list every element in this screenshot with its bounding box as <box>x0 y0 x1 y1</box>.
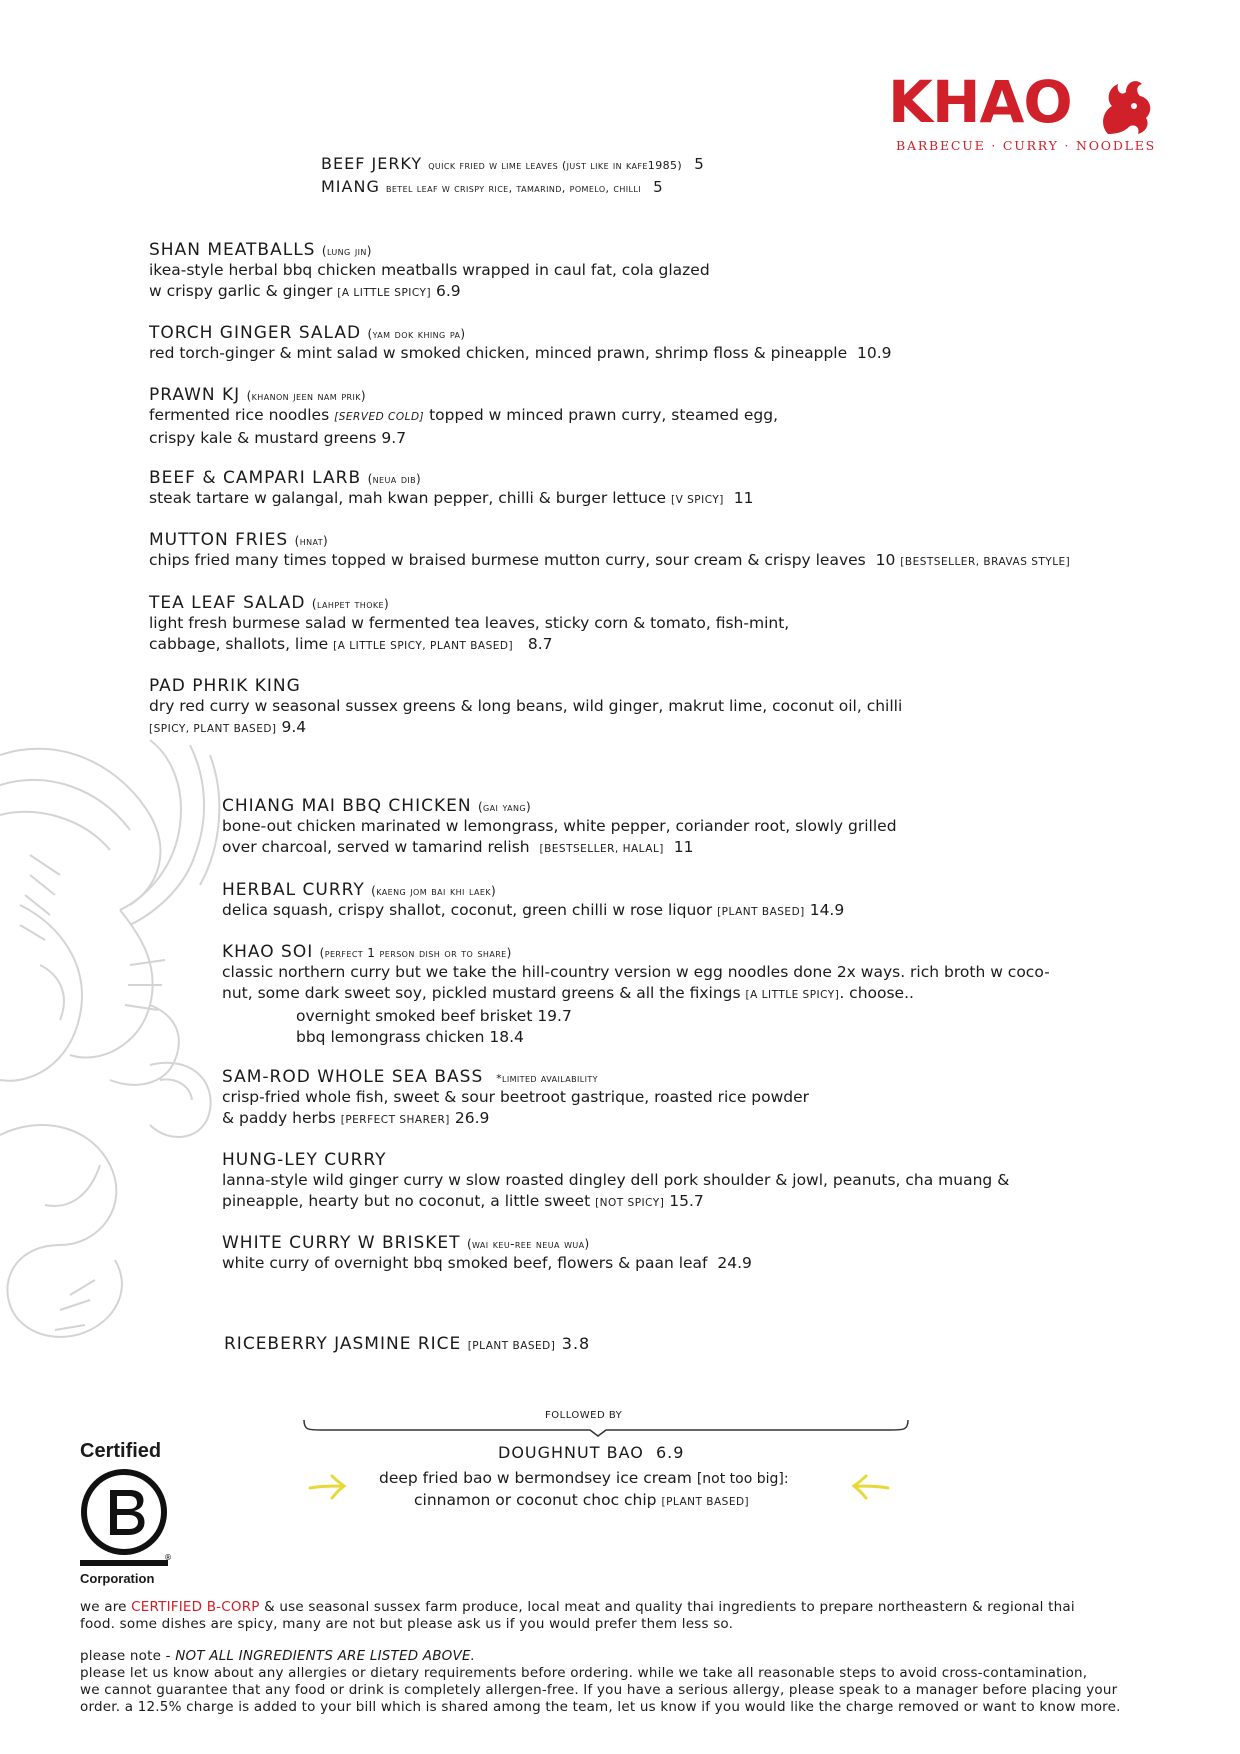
menu-item-chiang-mai-bbq-chicken <box>222 796 897 860</box>
snack-miang <box>321 177 664 196</box>
dessert-desc: cinnamon or coconut choc chip <box>414 1491 657 1509</box>
item-desc: betel leaf w crispy rice, tamarind, pomelo, chilli <box>385 182 641 195</box>
item-desc: cabbage, shallots, lime <box>149 635 329 653</box>
item-sub: (kaeng jom bai khi laek) <box>371 884 497 898</box>
item-desc: steak tartare w galangal, mah kwan pepper, chilli & burger lettuce <box>149 489 667 507</box>
menu-item-beef-campari-larb <box>149 468 753 511</box>
item-name: BEEF JERKY <box>321 154 423 173</box>
item-price: 26.9 <box>454 1109 490 1127</box>
svg-text:®: ® <box>164 1553 172 1562</box>
item-name: WHITE CURRY W BRISKET <box>222 1233 461 1253</box>
bcorp-certified-label: Certified <box>80 1440 162 1462</box>
snack-beef-jerky <box>321 154 705 173</box>
dessert-title <box>498 1443 684 1462</box>
item-tag: [PLANT BASED] <box>467 1340 556 1352</box>
item-tag: [A LITTLE SPICY, PLANT BASED] <box>333 640 514 652</box>
item-name: PRAWN KJ <box>149 385 241 405</box>
item-sub: *limited availability <box>496 1072 598 1085</box>
menu-item-shan-meatballs <box>149 240 710 304</box>
item-name: SAM-ROD WHOLE SEA BASS <box>222 1067 484 1087</box>
item-desc: ikea-style herbal bbq chicken meatballs wrapped in caul fat, cola glazed <box>149 261 710 279</box>
footer-text: please note - <box>80 1648 171 1664</box>
footer-text: we cannot guarantee that any food or drink is completely allergen-free. If you have a serious allergy, please speak to a manager before placing your <box>80 1682 1118 1698</box>
item-price: 9.7 <box>381 429 407 447</box>
item-desc: quick fried w lime leaves (just like in kafe1985) <box>428 159 683 172</box>
item-sub: (khanon jeen nam prik) <box>246 389 366 403</box>
arrow-left-icon <box>850 1472 892 1500</box>
item-desc: chips fried many times topped w braised burmese mutton curry, sour cream & crispy leaves <box>149 551 866 569</box>
item-price: 24.9 <box>717 1254 752 1272</box>
item-tag: [PERFECT SHARER] <box>340 1114 450 1126</box>
footer-text: food. some dishes are spicy, many are not but please ask us if you would prefer them less so. <box>80 1616 734 1632</box>
item-tag: [A LITTLE SPICY] <box>745 989 840 1001</box>
bcorp-link[interactable]: CERTIFIED B-CORP <box>131 1599 260 1615</box>
item-desc: light fresh burmese salad w fermented tea leaves, sticky corn & tomato, fish-mint, <box>149 614 790 632</box>
item-price: 6.9 <box>435 282 461 300</box>
item-tag: [SERVED COLD] <box>334 411 425 423</box>
item-price: 3.8 <box>561 1334 591 1353</box>
item-desc: classic northern curry but we take the hill-country version w egg noodles done 2x ways. rich broth w coco- <box>222 963 1050 981</box>
item-sub: (lung jin) <box>321 244 372 258</box>
item-sub: (perfect 1 person dish or to share) <box>319 946 512 960</box>
item-tag: [BESTSELLER, BRAVAS STYLE] <box>900 556 1071 568</box>
footer-text: & use seasonal sussex farm produce, local meat and quality thai ingredients to prepare northeastern & regional thai <box>264 1599 1075 1615</box>
item-price: 9.4 <box>281 718 307 736</box>
item-desc: pineapple, hearty but no coconut, a little sweet <box>222 1192 591 1210</box>
item-desc: . choose.. <box>839 984 914 1002</box>
footer-paragraph-2 <box>80 1648 1121 1716</box>
item-desc: white curry of overnight bbq smoked beef, flowers & paan leaf <box>222 1254 708 1272</box>
item-price: 15.7 <box>669 1192 704 1210</box>
dragon-logo-icon <box>1096 76 1154 138</box>
item-sub: (yam dok khing pa) <box>367 327 466 341</box>
menu-item-hung-ley-curry <box>222 1150 1009 1214</box>
item-tag: [PLANT BASED] <box>717 906 805 918</box>
dessert-price: 6.9 <box>656 1443 685 1462</box>
logo-wordmark: KHAO <box>888 68 1072 136</box>
item-sub: (lahpet thoke) <box>311 597 390 611</box>
item-desc: & paddy herbs <box>222 1109 336 1127</box>
option-bbq-chicken: bbq lemongrass chicken 18.4 <box>296 1028 524 1046</box>
menu-item-herbal-curry <box>222 880 844 923</box>
dessert-note: [not too big]: <box>696 1471 789 1487</box>
footer-note: NOT ALL INGREDIENTS ARE LISTED ABOVE. <box>175 1648 476 1664</box>
item-sub: (gai yang) <box>477 800 532 814</box>
item-name: CHIANG MAI BBQ CHICKEN <box>222 796 472 816</box>
brace-divider <box>302 1418 910 1438</box>
item-tag: [SPICY, PLANT BASED] <box>149 723 277 735</box>
item-desc: dry red curry w seasonal sussex greens & long beans, wild ginger, makrut lime, coconut oil, chilli <box>149 697 903 715</box>
item-desc: lanna-style wild ginger curry w slow roasted dingley dell pork shoulder & jowl, peanuts, cha muang & <box>222 1171 1010 1189</box>
item-tag: [A LITTLE SPICY] <box>337 287 432 299</box>
item-desc: fermented rice noodles <box>149 406 330 424</box>
item-price: 14.9 <box>809 901 845 919</box>
item-name: MIANG <box>321 177 380 196</box>
dessert-name: DOUGHNUT BAO <box>498 1443 644 1462</box>
menu-item-pad-phrik-king <box>149 676 902 740</box>
item-name: HERBAL CURRY <box>222 880 365 900</box>
item-name: MUTTON FRIES <box>149 530 289 550</box>
item-desc: crispy kale & mustard greens <box>149 429 377 447</box>
item-price: 5 <box>653 178 664 196</box>
item-price: 8.7 <box>527 635 553 653</box>
item-price: 11 <box>673 838 694 856</box>
eagle-serpent-illustration <box>0 735 260 1355</box>
dessert-desc: deep fried bao w bermondsey ice cream <box>379 1469 692 1487</box>
item-desc: bone-out chicken marinated w lemongrass, white pepper, coriander root, slowly grilled <box>222 817 897 835</box>
menu-item-tea-leaf-salad <box>149 593 789 657</box>
item-price: 11 <box>733 489 754 507</box>
item-sub: (wai keu-ree neua wua) <box>466 1237 590 1251</box>
followed-by-label: FOLLOWED BY <box>545 1410 623 1421</box>
dessert-desc-1 <box>379 1469 789 1487</box>
item-name: TEA LEAF SALAD <box>149 593 306 613</box>
menu-item-sea-bass <box>222 1067 809 1131</box>
menu-item-riceberry-rice <box>224 1334 590 1354</box>
item-name: TORCH GINGER SALAD <box>149 323 362 343</box>
footer-text: order. a 12.5% charge is added to your bill which is shared among the team, let us know if you would like the charge removed or want to know more. <box>80 1699 1121 1715</box>
item-name: BEEF & CAMPARI LARB <box>149 468 362 488</box>
option-beef-brisket: overnight smoked beef brisket 19.7 <box>296 1007 572 1025</box>
item-tag: [BESTSELLER, HALAL] <box>539 843 664 855</box>
item-name: RICEBERRY JASMINE RICE <box>224 1334 462 1354</box>
item-desc: nut, some dark sweet soy, pickled mustard greens & all the fixings <box>222 984 741 1002</box>
footer-text: we are <box>80 1599 127 1615</box>
footer-text: please let us know about any allergies or dietary requirements before ordering. while we take all reasonable steps to avoid cross-contamination, <box>80 1665 1088 1681</box>
item-desc: crisp-fried whole fish, sweet & sour beetroot gastrique, roasted rice powder <box>222 1088 810 1106</box>
item-desc: red torch-ginger & mint salad w smoked chicken, minced prawn, shrimp floss & pineapple <box>149 344 848 362</box>
menu-item-mutton-fries <box>149 530 1070 573</box>
item-desc: w crispy garlic & ginger <box>149 282 333 300</box>
item-tag: [V SPICY] <box>671 494 724 506</box>
dessert-tag: [PLANT BASED] <box>661 1496 750 1508</box>
item-desc: topped w minced prawn curry, steamed egg, <box>429 406 779 424</box>
item-sub: (neua dib) <box>367 472 422 486</box>
arrow-right-icon <box>306 1472 348 1500</box>
item-name: SHAN MEATBALLS <box>149 240 316 260</box>
item-tag: [NOT SPICY] <box>595 1197 665 1209</box>
dessert-desc-2 <box>414 1491 749 1509</box>
item-desc: delica squash, crispy shallot, coconut, green chilli w rose liquor <box>222 901 713 919</box>
item-desc: over charcoal, served w tamarind relish <box>222 838 530 856</box>
menu-item-prawn-kj <box>149 385 778 449</box>
menu-item-torch-ginger-salad <box>149 323 892 364</box>
logo-subtitle: BARBECUE · CURRY · NOODLES <box>896 138 1157 153</box>
item-name: PAD PHRIK KING <box>149 676 301 696</box>
menu-item-khao-soi <box>222 942 1050 1048</box>
item-name: HUNG-LEY CURRY <box>222 1150 387 1170</box>
item-price: 5 <box>694 155 705 173</box>
khao-logo <box>888 68 1158 154</box>
bcorp-corporation-label: Corporation <box>80 1571 155 1586</box>
item-price: 10 <box>875 551 896 569</box>
bcorp-logo-icon <box>80 1468 172 1568</box>
item-name: KHAO SOI <box>222 942 314 962</box>
item-sub: (hnat) <box>294 534 329 548</box>
item-price: 10.9 <box>856 344 892 362</box>
footer-paragraph-1 <box>80 1599 1075 1633</box>
menu-item-white-curry <box>222 1233 752 1274</box>
